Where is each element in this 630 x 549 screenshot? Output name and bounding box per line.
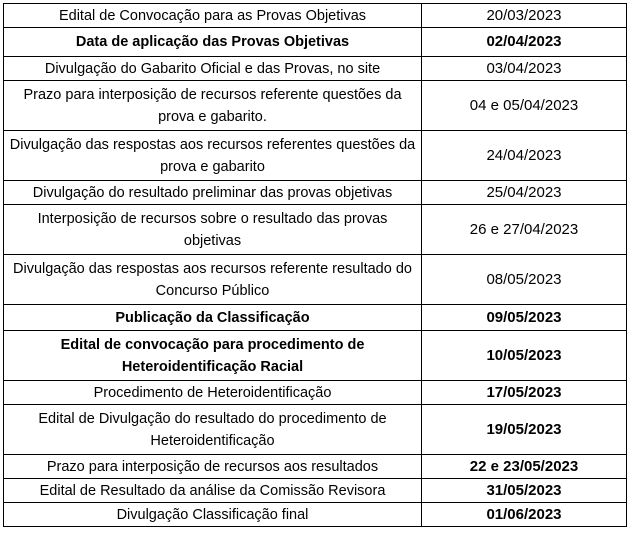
table-row (4, 331, 627, 381)
event-cell: Divulgação Classificação final (4, 503, 422, 527)
date-cell: 24/04/2023 (422, 131, 627, 181)
table-row (4, 503, 627, 527)
table-row (4, 205, 627, 255)
table-row (4, 57, 627, 81)
table-row (4, 4, 627, 28)
date-cell: 08/05/2023 (422, 255, 627, 305)
date-cell: 20/03/2023 (422, 4, 627, 28)
date-cell: 03/04/2023 (422, 57, 627, 81)
date-cell: 09/05/2023 (422, 305, 627, 331)
date-cell: 02/04/2023 (422, 28, 627, 57)
event-cell: Publicação da Classificação (4, 305, 422, 331)
table-row (4, 28, 627, 57)
table-row (4, 479, 627, 503)
date-cell: 26 e 27/04/2023 (422, 205, 627, 255)
date-cell: 04 e 05/04/2023 (422, 81, 627, 131)
event-cell: Divulgação das respostas aos recursos referentes questões da prova e gabarito (4, 131, 422, 181)
event-cell: Interposição de recursos sobre o resultado das provas objetivas (4, 205, 422, 255)
event-cell: Edital de Resultado da análise da Comissão Revisora (4, 479, 422, 503)
table-row (4, 131, 627, 181)
event-cell: Edital de Divulgação do resultado do procedimento de Heteroidentificação (4, 405, 422, 455)
event-cell: Data de aplicação das Provas Objetivas (4, 28, 422, 57)
table-row (4, 305, 627, 331)
date-cell: 25/04/2023 (422, 181, 627, 205)
table-row (4, 405, 627, 455)
date-cell: 19/05/2023 (422, 405, 627, 455)
event-cell: Procedimento de Heteroidentificação (4, 381, 422, 405)
event-cell: Prazo para interposição de recursos aos resultados (4, 455, 422, 479)
table-row (4, 181, 627, 205)
table-row (4, 81, 627, 131)
date-cell: 10/05/2023 (422, 331, 627, 381)
table-row (4, 381, 627, 405)
event-cell: Divulgação do Gabarito Oficial e das Provas, no site (4, 57, 422, 81)
event-cell: Edital de convocação para procedimento de Heteroidentificação Racial (4, 331, 422, 381)
date-cell: 31/05/2023 (422, 479, 627, 503)
date-cell: 01/06/2023 (422, 503, 627, 527)
date-cell: 22 e 23/05/2023 (422, 455, 627, 479)
date-cell: 17/05/2023 (422, 381, 627, 405)
table-row (4, 455, 627, 479)
schedule-table (3, 3, 627, 527)
table-row (4, 255, 627, 305)
event-cell: Divulgação do resultado preliminar das provas objetivas (4, 181, 422, 205)
event-cell: Divulgação das respostas aos recursos referente resultado do Concurso Público (4, 255, 422, 305)
event-cell: Edital de Convocação para as Provas Objetivas (4, 4, 422, 28)
event-cell: Prazo para interposição de recursos referente questões da prova e gabarito. (4, 81, 422, 131)
